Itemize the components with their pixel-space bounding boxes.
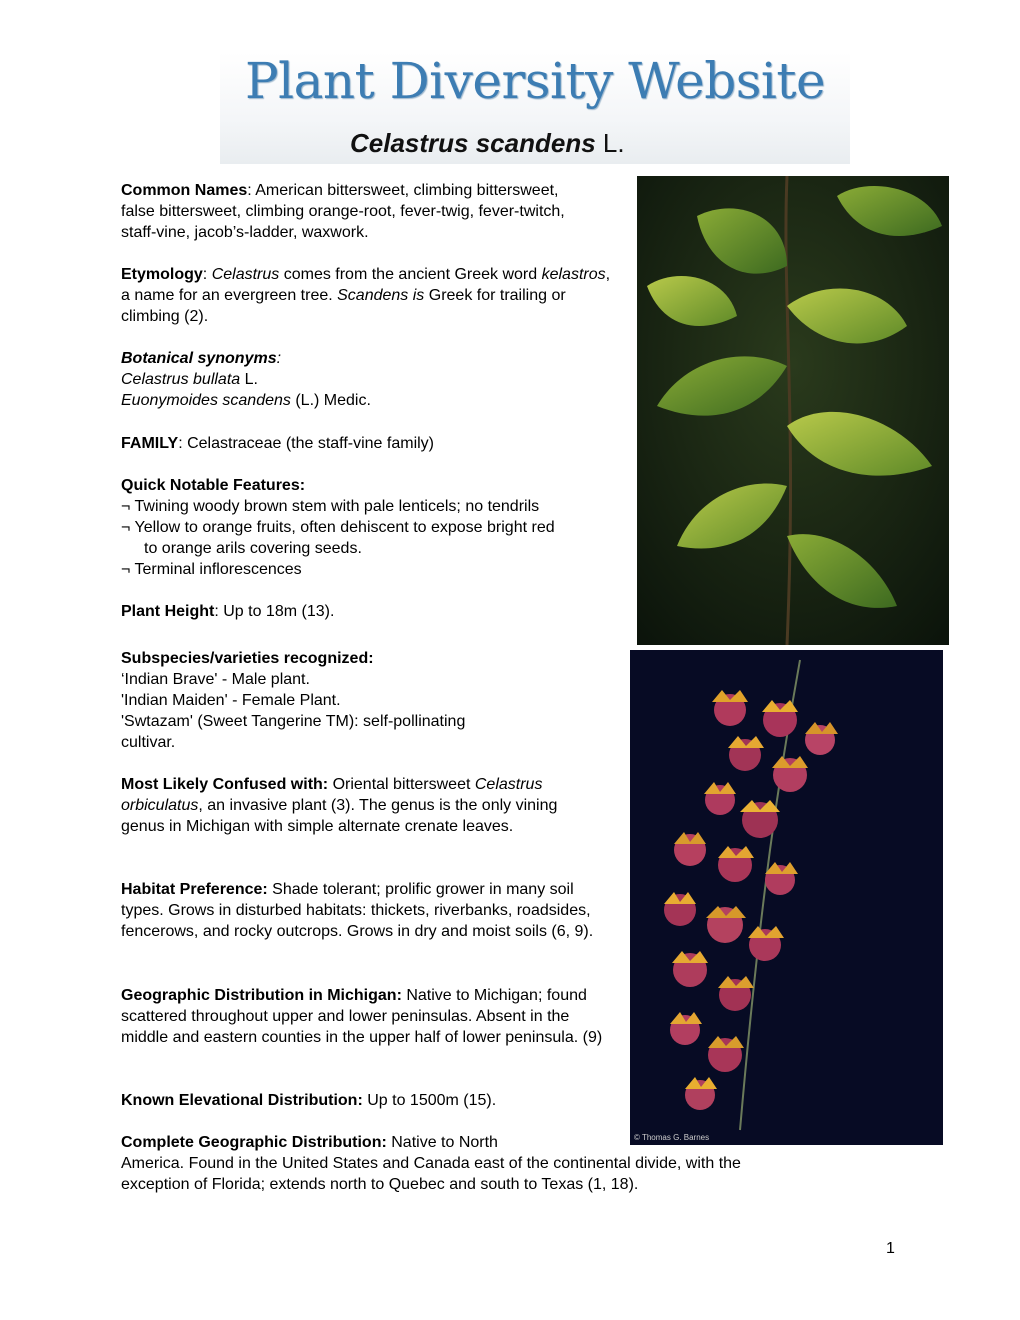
common-names-text: : American bittersweet, climbing bittersweet, false bittersweet, climbing orange-root, fever-twig, fever-twitch, staff-vine, jacob’s-ladder, waxwork. [121,182,565,241]
page-number: 1 [886,1240,895,1257]
elevational-distribution [121,1090,496,1111]
etymology: Etymology: Celastrus comes from the ancient Greek word kelastros, a name for an evergreen tree. Scandens is Greek for trailing or climbing (2). [121,266,611,325]
text-column [121,180,621,243]
features-label: Quick Notable Features: [121,477,306,494]
feature-item: ¬ Yellow to orange fruits, often dehiscent to expose bright red [121,519,555,536]
subspecies [121,648,601,753]
height-text: : Up to 18m (13). [214,603,335,620]
plant-height [121,601,334,622]
elevation-label: Known Elevational Distribution: [121,1092,363,1109]
geo-mi-label: Geographic Distribution in Michigan: [121,987,402,1004]
etymology-label: Etymology [121,266,203,283]
species-binomial: Celastrus scandens [350,128,596,158]
subspecies-item: 'Indian Maiden' - Female Plant. [121,692,341,709]
family-label: FAMILY [121,435,179,452]
species-author: L. [602,128,625,158]
fruits-illustration [630,650,943,1145]
habitat-text: Shade tolerant; prolific grower in many soil types. Grows in disturbed habitats: thickets, riverbanks, roadsides, fencerows, and rocky outcrops. Grows in dry and moist soils (6, 9). [121,881,594,940]
subspecies-item: 'Swtazam' (Sweet Tangerine TM): self-pollinating [121,713,466,730]
site-title: Plant Diversity Website [244,52,826,110]
feature-item-continued: to orange arils covering seeds. [144,540,362,557]
feature-item: ¬ Twining woody brown stem with pale lenticels; no tendrils [121,498,540,515]
common-names-label: Common Names [121,182,248,199]
family [121,433,434,454]
subspecies-item: ‘Indian Brave' - Male plant. [121,671,310,688]
leaves-illustration [637,176,949,645]
geographic-distribution-michigan [121,985,611,1048]
habitat-preference [121,879,613,942]
botanical-synonyms: Botanical synonyms: Celastrus bullata L. Euonymoides scandens (L.) Medic. [121,348,601,411]
fruits-photo [630,650,943,1145]
confused-label: Most Likely Confused with: [121,776,329,793]
leaves-photo [637,176,949,645]
header-banner [220,52,850,164]
complete-geographic-distribution: Complete Geographic Distribution: Native to North America. Found in the United States and Canada east of the continental divide, with the exception of Florida; extends north to Quebec and south to Texas (1, 18). [121,1134,741,1193]
confused-with: Most Likely Confused with: Oriental bittersweet Celastrus orbiculatus, an invasive plant (3). The genus is the only vining genus in Michigan with simple alternate crenate leaves. [121,776,558,835]
notable-features [121,475,621,580]
species-name [350,128,625,159]
photo-credit: © Thomas G. Barnes [634,1133,710,1142]
synonym-item: Celastrus bullata L. [121,371,258,388]
elevation-text: Up to 1500m (15). [362,1092,497,1109]
family-text: : Celastraceae (the staff-vine family) [178,435,435,452]
height-label: Plant Height [121,603,215,620]
feature-item: ¬ Terminal inflorescences [121,561,302,578]
habitat-label: Habitat Preference: [121,881,268,898]
common-names [121,180,591,243]
synonym-item: Euonymoides scandens (L.) Medic. [121,392,371,409]
subspecies-item: cultivar. [121,734,176,751]
subspecies-label: Subspecies/varieties recognized: [121,650,374,667]
geo-all-label: Complete Geographic Distribution: [121,1134,387,1151]
synonyms-label: Botanical synonyms [121,350,277,367]
geo-mi-text: Native to Michigan; found scattered throughout upper and lower peninsulas. Absent in the middle and eastern counties in the upper half of lower peninsula. (9) [121,987,603,1046]
